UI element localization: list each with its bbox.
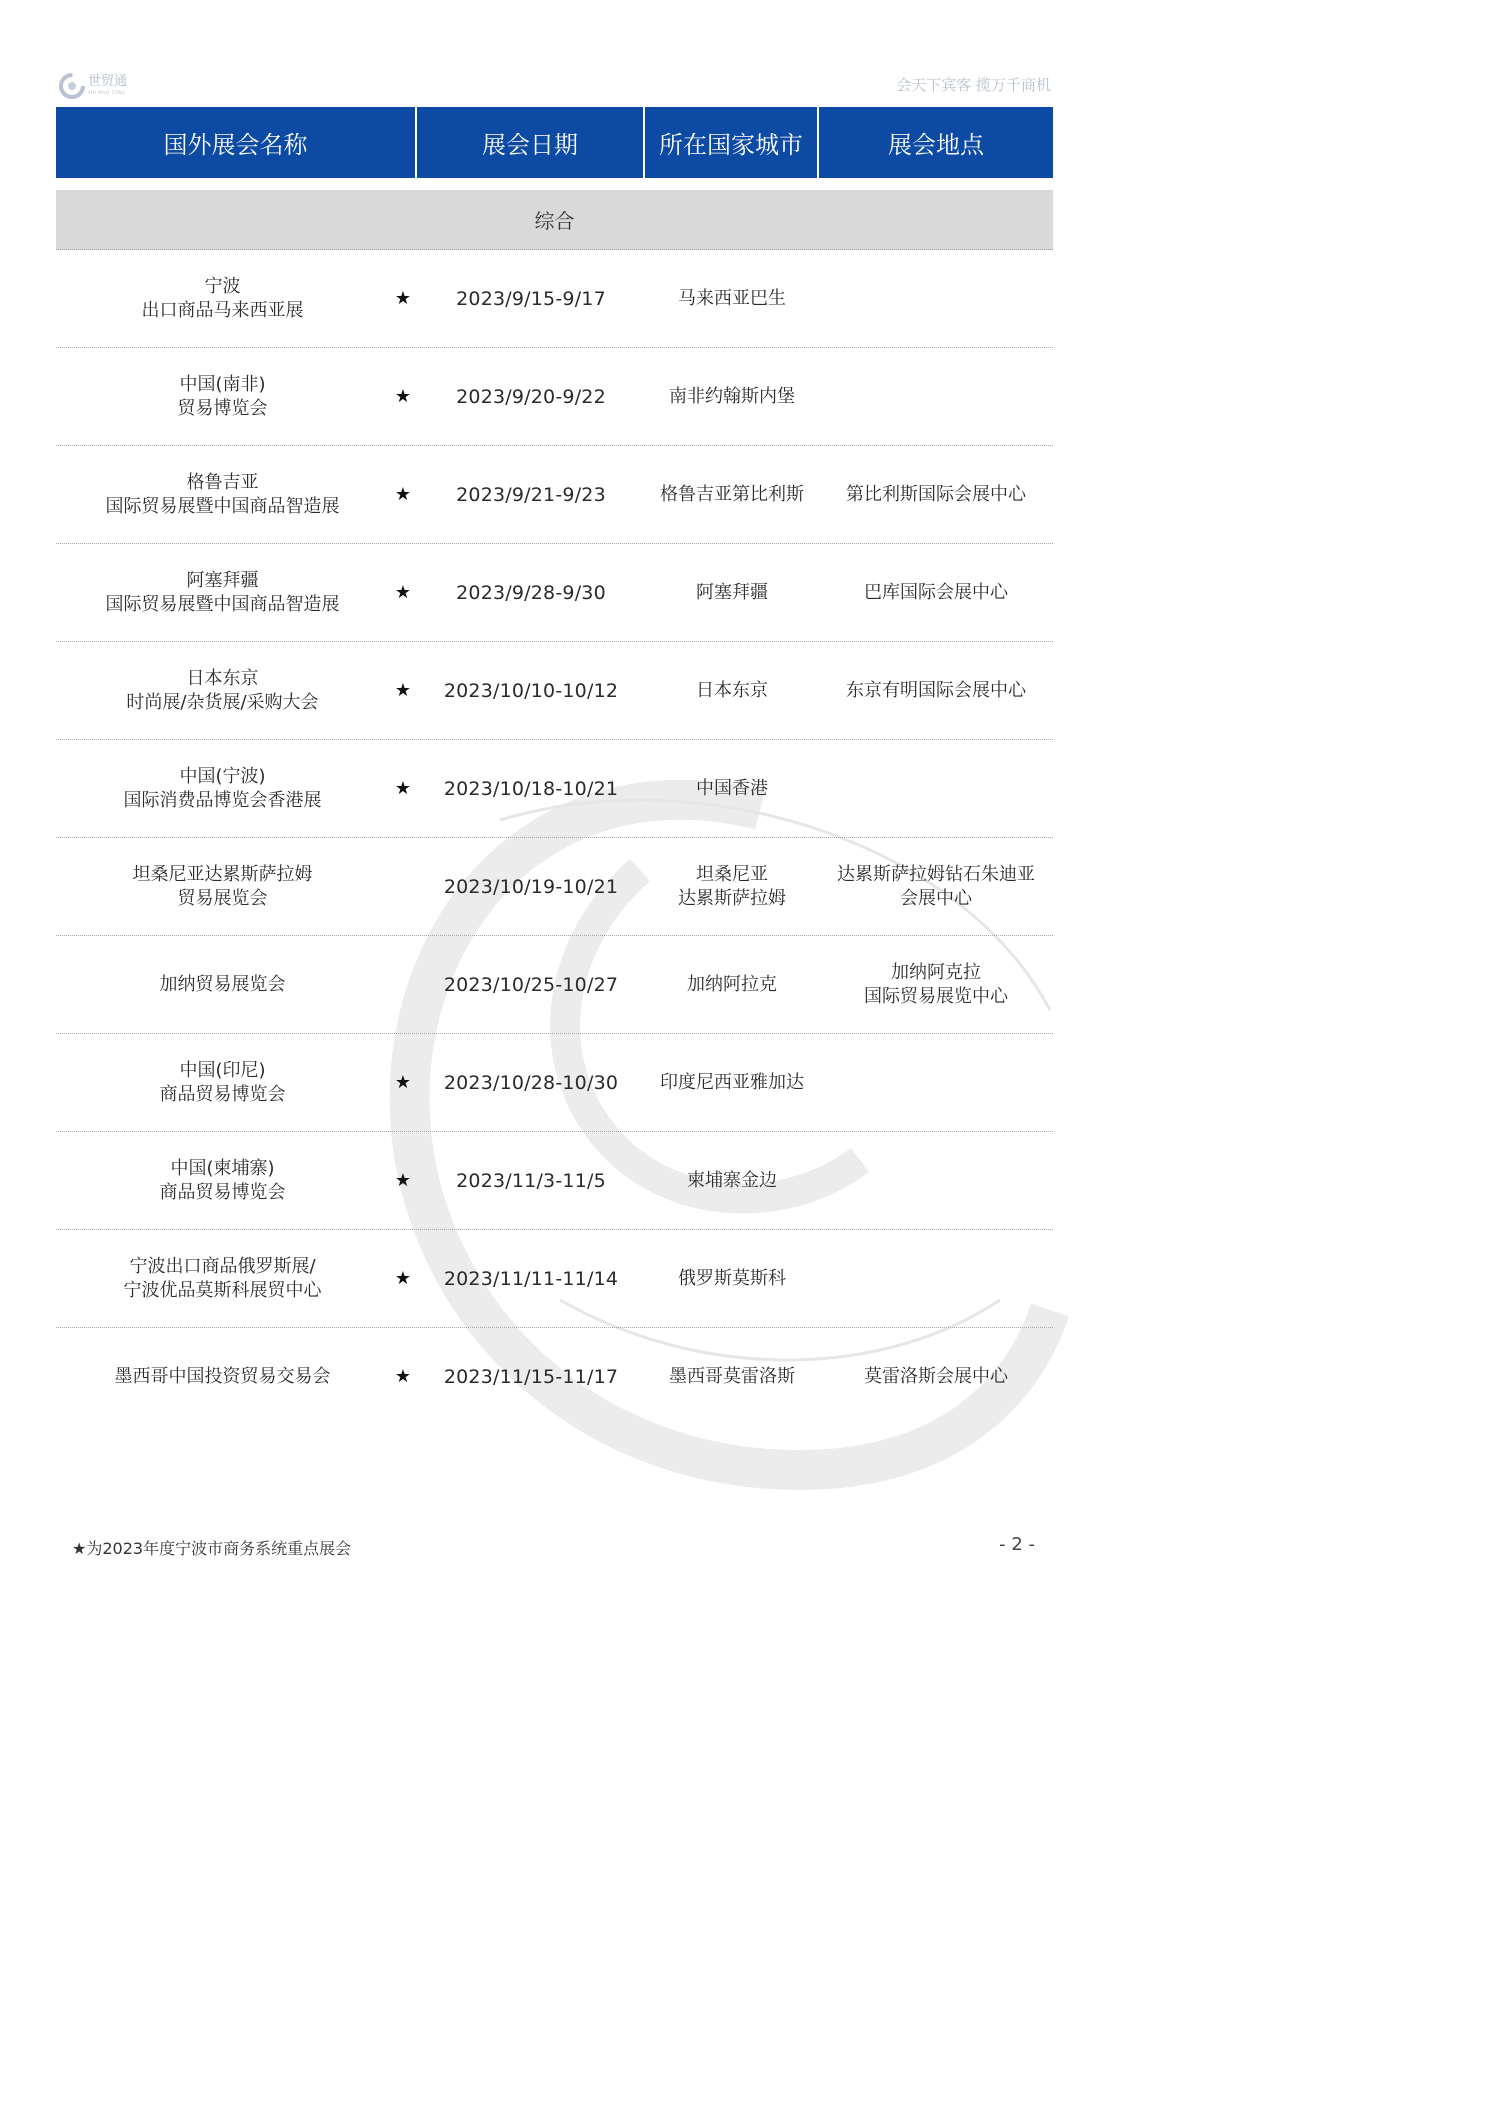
exhibition-date: 2023/9/15-9/17 bbox=[456, 287, 606, 310]
exhibition-date: 2023/11/11-11/14 bbox=[443, 1267, 619, 1290]
exhibition-name-line: 出口商品马来西亚展 bbox=[141, 299, 304, 321]
exhibition-name-line: 贸易展览会 bbox=[177, 887, 268, 909]
table-row bbox=[56, 642, 1053, 740]
exhibition-venue bbox=[819, 961, 1053, 1009]
exhibition-name-line: 国际贸易展暨中国商品智造展 bbox=[105, 495, 340, 517]
key-exhibition-star-icon: ★ bbox=[394, 385, 412, 407]
exhibition-city-line: 南非约翰斯内堡 bbox=[669, 385, 795, 407]
table-row bbox=[56, 348, 1053, 446]
key-exhibition-star-icon: ★ bbox=[394, 1267, 412, 1289]
exhibition-venue-line: 巴库国际会展中心 bbox=[864, 581, 1008, 603]
exhibition-date: 2023/9/28-9/30 bbox=[456, 581, 606, 604]
exhibition-name bbox=[56, 471, 389, 519]
exhibition-venue-line: 加纳阿克拉 bbox=[891, 961, 981, 983]
exhibition-name-line: 中国(柬埔寨) bbox=[170, 1157, 275, 1179]
exhibition-name-line: 国际消费品博览会香港展 bbox=[123, 789, 322, 811]
exhibition-name bbox=[56, 1059, 389, 1107]
exhibition-name bbox=[56, 373, 389, 421]
exhibition-name bbox=[56, 863, 389, 911]
table-row bbox=[56, 740, 1053, 838]
exhibition-date: 2023/10/28-10/30 bbox=[443, 1071, 619, 1094]
table-row bbox=[56, 1034, 1053, 1132]
exhibition-date: 2023/9/20-9/22 bbox=[456, 385, 606, 408]
footnote: ★为2023年度宁波市商务系统重点展会 bbox=[72, 1539, 352, 1558]
exhibition-date: 2023/10/18-10/21 bbox=[443, 777, 619, 800]
table-header bbox=[56, 107, 1053, 178]
exhibition-name bbox=[56, 1255, 389, 1303]
exhibition-city bbox=[645, 1365, 819, 1389]
column-header-venue: 展会地点 bbox=[819, 107, 1053, 178]
exhibition-name-line: 宁波优品莫斯科展贸中心 bbox=[123, 1279, 322, 1301]
exhibition-name bbox=[56, 1157, 389, 1205]
exhibition-name-line: 贸易博览会 bbox=[177, 397, 268, 419]
exhibition-venue bbox=[819, 483, 1053, 507]
key-exhibition-star-icon: ★ bbox=[394, 581, 412, 603]
page-number: - 2 - bbox=[999, 1534, 1035, 1555]
exhibition-city-line: 马来西亚巴生 bbox=[678, 287, 786, 309]
table-row bbox=[56, 1328, 1053, 1425]
table-row bbox=[56, 936, 1053, 1034]
exhibition-name-line: 中国(印尼) bbox=[179, 1059, 266, 1081]
key-exhibition-star-icon: ★ bbox=[394, 1169, 412, 1191]
exhibition-city bbox=[645, 581, 819, 605]
exhibition-city bbox=[645, 1169, 819, 1193]
exhibition-city-line: 印度尼西亚雅加达 bbox=[660, 1071, 804, 1093]
exhibition-city bbox=[645, 679, 819, 703]
table-row bbox=[56, 250, 1053, 348]
exhibition-name-line: 中国(宁波) bbox=[179, 765, 266, 787]
table-body bbox=[56, 250, 1053, 1425]
exhibition-name bbox=[56, 765, 389, 813]
exhibition-venue bbox=[819, 679, 1053, 703]
logo-subtext: SHI MAO TONG bbox=[88, 90, 126, 95]
exhibition-date: 2023/11/15-11/17 bbox=[443, 1365, 619, 1388]
column-header-name: 国外展会名称 bbox=[56, 107, 417, 178]
logo-mark-icon bbox=[58, 72, 86, 100]
exhibition-name-line: 国际贸易展暨中国商品智造展 bbox=[105, 593, 340, 615]
exhibition-venue-line: 第比利斯国际会展中心 bbox=[846, 483, 1026, 505]
exhibition-date: 2023/10/19-10/21 bbox=[443, 875, 619, 898]
exhibition-name-line: 坦桑尼亚达累斯萨拉姆 bbox=[132, 863, 313, 885]
key-exhibition-star-icon: ★ bbox=[394, 1071, 412, 1093]
exhibition-venue-line: 会展中心 bbox=[900, 887, 972, 909]
exhibition-venue bbox=[819, 863, 1053, 911]
exhibition-city bbox=[645, 1267, 819, 1291]
exhibition-name bbox=[56, 1365, 389, 1389]
exhibition-city-line: 加纳阿拉克 bbox=[687, 973, 777, 995]
exhibition-name bbox=[56, 973, 389, 997]
exhibition-city bbox=[645, 1071, 819, 1095]
exhibition-name-line: 宁波 bbox=[204, 275, 241, 297]
exhibition-venue bbox=[819, 581, 1053, 605]
exhibition-name-line: 商品贸易博览会 bbox=[159, 1083, 286, 1105]
exhibition-name bbox=[56, 275, 389, 323]
exhibition-venue-line: 国际贸易展览中心 bbox=[864, 985, 1008, 1007]
exhibition-city bbox=[645, 777, 819, 801]
table-row bbox=[56, 838, 1053, 936]
key-exhibition-star-icon: ★ bbox=[394, 777, 412, 799]
column-header-date: 展会日期 bbox=[417, 107, 645, 178]
exhibition-date: 2023/11/3-11/5 bbox=[456, 1169, 606, 1192]
exhibition-city bbox=[645, 863, 819, 911]
exhibition-city-line: 日本东京 bbox=[696, 679, 768, 701]
exhibition-name-line: 商品贸易博览会 bbox=[159, 1181, 286, 1203]
table-row bbox=[56, 1230, 1053, 1328]
exhibition-name-line: 格鲁吉亚 bbox=[186, 471, 259, 493]
exhibition-name-line: 墨西哥中国投资贸易交易会 bbox=[114, 1365, 331, 1387]
exhibition-date: 2023/9/21-9/23 bbox=[456, 483, 606, 506]
key-exhibition-star-icon: ★ bbox=[394, 483, 412, 505]
exhibition-city-line: 俄罗斯莫斯科 bbox=[678, 1267, 786, 1289]
exhibition-name-line: 阿塞拜疆 bbox=[186, 569, 259, 591]
exhibition-city-line: 柬埔寨金边 bbox=[687, 1169, 777, 1191]
logo-text: 世贸通 bbox=[88, 74, 128, 89]
exhibition-name-line: 时尚展/杂货展/采购大会 bbox=[126, 691, 319, 713]
exhibition-name-line: 中国(南非) bbox=[179, 373, 266, 395]
exhibition-table bbox=[56, 107, 1053, 1425]
exhibition-city-line: 达累斯萨拉姆 bbox=[678, 887, 786, 909]
exhibition-venue-line: 达累斯萨拉姆钻石朱迪亚 bbox=[837, 863, 1035, 885]
table-row bbox=[56, 544, 1053, 642]
exhibition-name-line: 日本东京 bbox=[186, 667, 259, 689]
exhibition-name-line: 加纳贸易展览会 bbox=[159, 973, 286, 995]
exhibition-city-line: 坦桑尼亚 bbox=[696, 863, 768, 885]
exhibition-city-line: 阿塞拜疆 bbox=[696, 581, 768, 603]
key-exhibition-star-icon: ★ bbox=[394, 287, 412, 309]
section-header: 综合 bbox=[56, 190, 1053, 250]
exhibition-date: 2023/10/25-10/27 bbox=[443, 973, 619, 996]
exhibition-venue-line: 东京有明国际会展中心 bbox=[846, 679, 1026, 701]
exhibition-city bbox=[645, 973, 819, 997]
column-header-city: 所在国家城市 bbox=[645, 107, 819, 178]
exhibition-name bbox=[56, 667, 389, 715]
table-row bbox=[56, 446, 1053, 544]
exhibition-city-line: 格鲁吉亚第比利斯 bbox=[660, 483, 804, 505]
exhibition-venue-line: 莫雷洛斯会展中心 bbox=[864, 1365, 1008, 1387]
exhibition-name-line: 宁波出口商品俄罗斯展/ bbox=[129, 1255, 316, 1277]
exhibition-name bbox=[56, 569, 389, 617]
key-exhibition-star-icon: ★ bbox=[394, 679, 412, 701]
exhibition-city bbox=[645, 385, 819, 409]
header-slogan: 会天下宾客 揽万千商机 bbox=[896, 76, 1051, 94]
exhibition-city bbox=[645, 483, 819, 507]
exhibition-venue bbox=[819, 1365, 1053, 1389]
exhibition-date: 2023/10/10-10/12 bbox=[443, 679, 619, 702]
exhibition-city-line: 墨西哥莫雷洛斯 bbox=[669, 1365, 795, 1387]
key-exhibition-star-icon: ★ bbox=[394, 1365, 412, 1387]
table-row bbox=[56, 1132, 1053, 1230]
exhibition-city bbox=[645, 287, 819, 311]
exhibition-city-line: 中国香港 bbox=[696, 777, 768, 799]
company-logo bbox=[58, 72, 148, 102]
